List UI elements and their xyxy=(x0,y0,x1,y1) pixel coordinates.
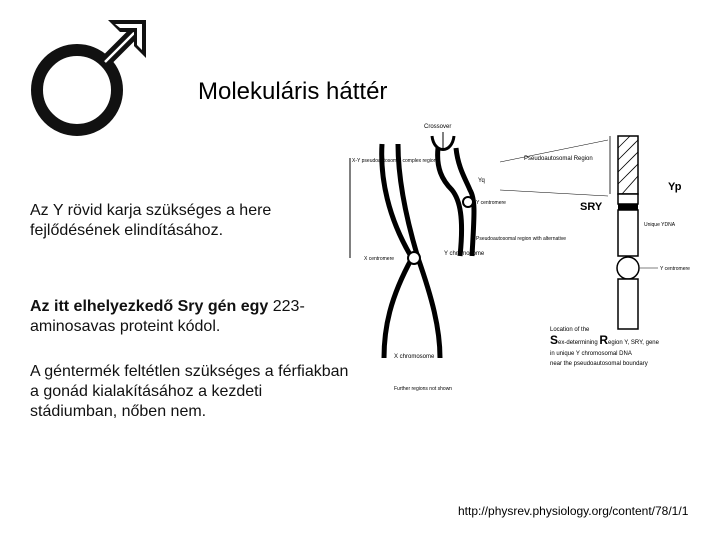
label-y-centromere: Y centromere xyxy=(476,200,506,206)
label-bottom-note: Further regions not shown xyxy=(394,386,453,392)
label-x-chromosome: X chromosome xyxy=(394,354,435,360)
label-crossover: Crossover xyxy=(424,124,452,130)
label-location-4: near the pseudoautosomal boundary xyxy=(550,361,648,367)
label-y-centromere-right: Y centromere xyxy=(660,266,690,272)
label-x-centromere: X centromere xyxy=(364,256,395,262)
page-title: Molekuláris háttér xyxy=(198,78,388,105)
chromosome-diagram xyxy=(340,118,702,418)
label-location-2: Sex-determining Region Y, SRY, gene xyxy=(550,333,659,347)
label-sry: SRY xyxy=(580,201,603,213)
label-xy-complex: X-Y pseudoautosomal complex region xyxy=(352,158,437,164)
paragraph-y-short-arm: Az Y rövid karja szükséges a here fejlődésének elindításához. xyxy=(30,202,272,239)
paragraph-gene-product: A géntermék feltétlen szükséges a férfiakban a gonád kialakításához a kezdeti stádiumban, nőben nem. xyxy=(30,363,349,420)
label-yp: Yp xyxy=(668,181,682,193)
label-y-chromosome: Y chromosome xyxy=(444,251,485,257)
label-location-3: in unique Y chromosomal DNA xyxy=(550,351,632,357)
male-symbol-icon xyxy=(22,10,152,140)
label-location-1: Location of the xyxy=(550,327,590,333)
paragraph-sry-rest: 223-aminosavas proteint kódol. xyxy=(30,298,305,335)
paragraph-sry-bold: Az itt elhelyezkedő Sry gén egy xyxy=(30,298,269,315)
label-yq: Yq xyxy=(478,178,485,184)
source-url: http://physrev.physiology.org/content/78/1/1 xyxy=(458,504,689,518)
label-pseudo-region: Pseudoautosomal Region xyxy=(524,156,593,162)
paragraph-sry-gene xyxy=(30,297,330,337)
label-pseudo-note: Pseudoautosomal region with alternative xyxy=(476,236,567,242)
label-unique-ydna: Unique YDNA xyxy=(644,222,676,228)
